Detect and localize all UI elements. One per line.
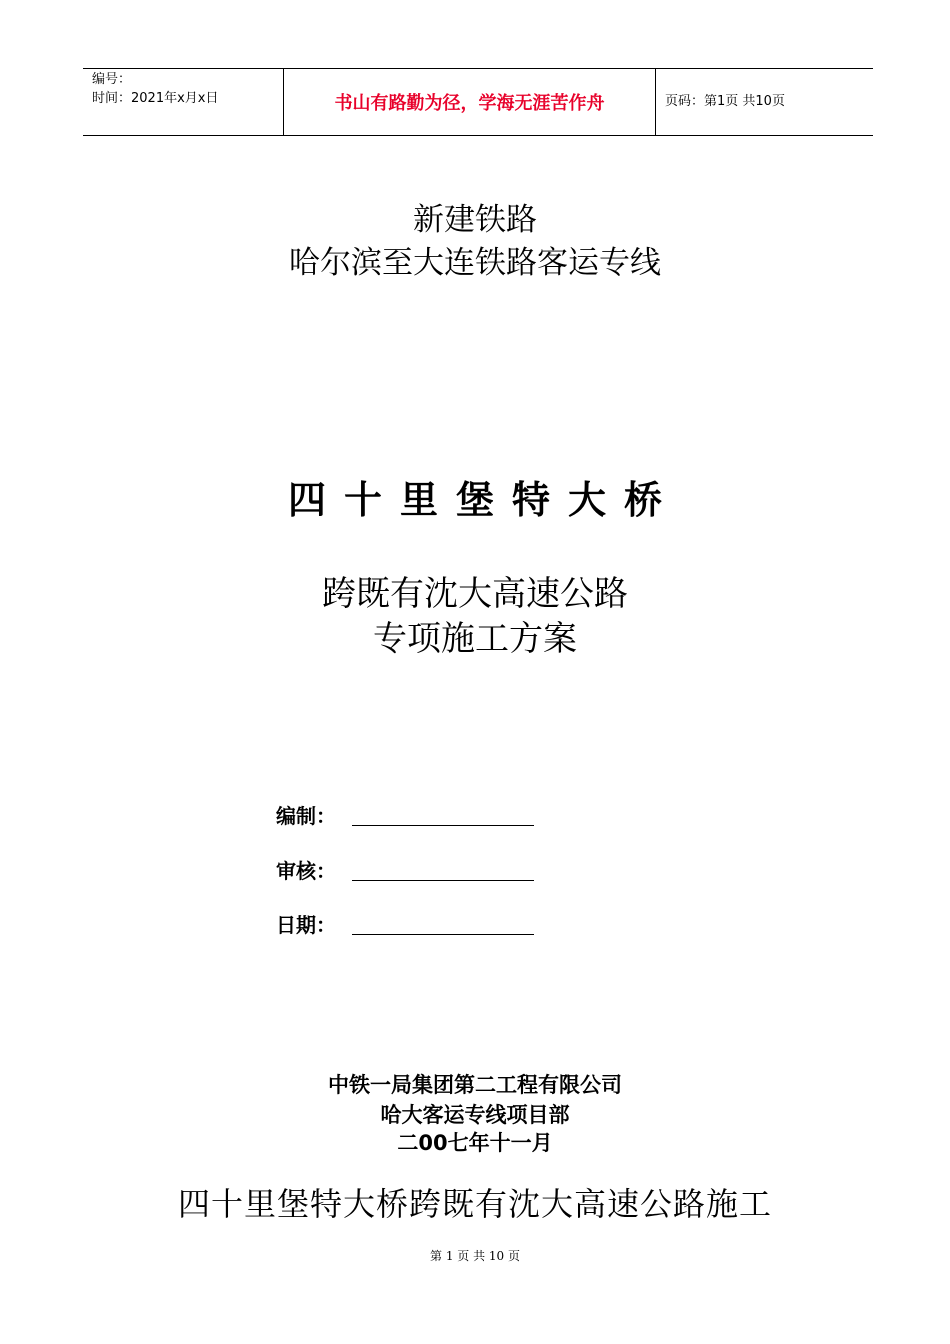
number-label: 编号： <box>92 72 132 87</box>
project-title-line2: 哈尔滨至大连铁路客运专线 <box>289 245 661 281</box>
signature-row-compiled <box>276 796 534 830</box>
header-right-cell <box>656 69 873 135</box>
motto-text: 书山有路勤为径，学海无涯苦作舟 <box>334 93 605 114</box>
header-table <box>83 68 873 136</box>
scheme-title-line2: 专项施工方案 <box>373 619 577 659</box>
signature-blank-line <box>352 880 534 881</box>
page-footer: 第 1 页 共 10 页 <box>430 1249 520 1263</box>
signature-blank-line <box>352 934 534 935</box>
signature-label: 日期： <box>276 913 336 937</box>
time-label: 时间：2021年x月x日 <box>92 91 219 106</box>
page-info: 页码：第1页 共10页 <box>665 94 785 109</box>
scheme-title-line1: 跨既有沈大高速公路 <box>322 574 628 614</box>
signature-row-date <box>276 905 534 939</box>
project-title-line1: 新建铁路 <box>413 202 537 238</box>
signature-row-reviewed <box>276 851 534 885</box>
department-name: 哈大客运专线项目部 <box>380 1103 570 1127</box>
signature-blank-line <box>352 825 534 826</box>
signature-label: 审核： <box>276 859 336 883</box>
section-title: 四十里堡特大桥跨既有沈大高速公路施工 <box>177 1185 772 1223</box>
company-name: 中铁一局集团第二工程有限公司 <box>328 1073 622 1097</box>
issue-date: 二00七年十一月 <box>397 1131 553 1155</box>
header-left-cell <box>83 69 284 135</box>
header-motto-cell <box>284 69 656 135</box>
bridge-name: 四十里堡特大桥 <box>287 478 680 522</box>
signature-label: 编制： <box>276 804 336 828</box>
